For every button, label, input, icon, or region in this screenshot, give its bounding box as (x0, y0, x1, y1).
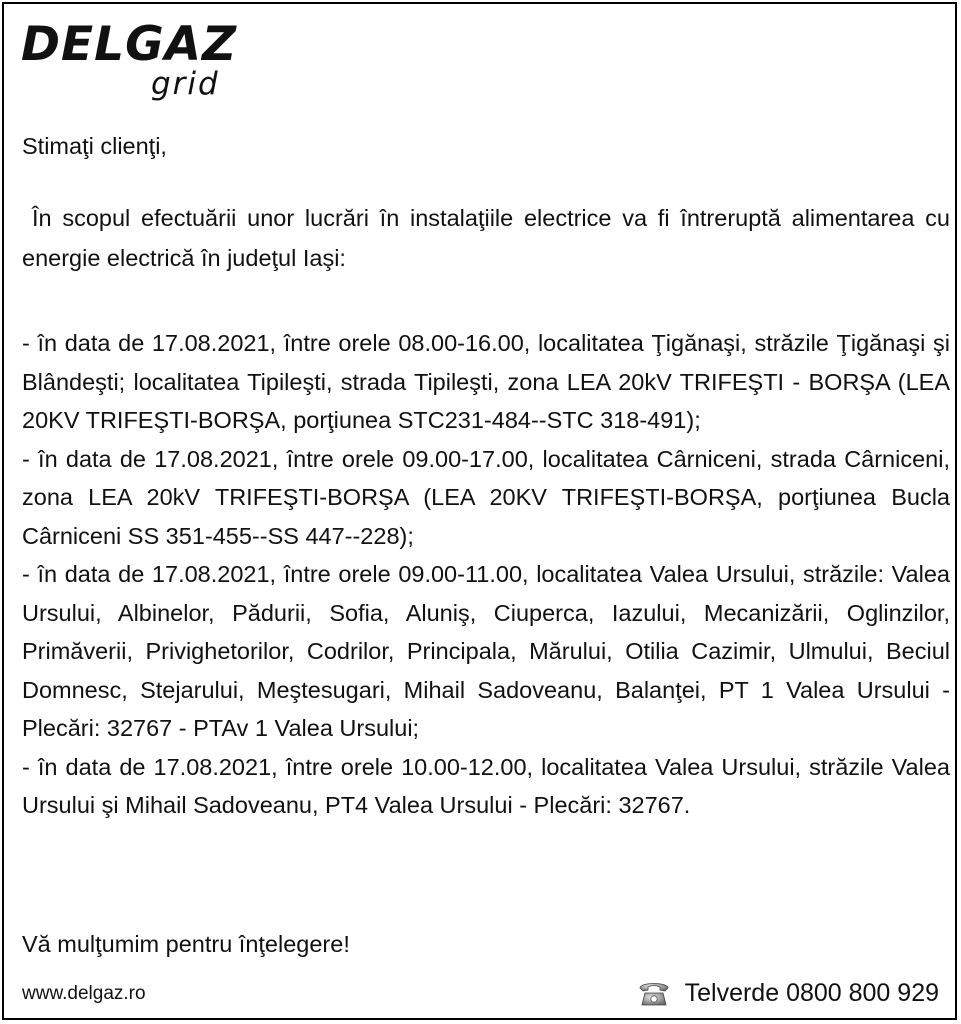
phone-number: Telverde 0800 800 929 (684, 978, 939, 1007)
delgaz-grid-logo (21, 17, 251, 102)
logo-sub: grid (151, 66, 220, 102)
outage-item: - în data de 17.08.2021, între orele 10.00-12.00, localitatea Valea Ursului, străzile Valea Ursului şi Mihail Sadoveanu, PT4 Valea Ursului - Plecări: 32767. (22, 753, 950, 818)
website-link[interactable]: www.delgaz.ro (22, 983, 146, 1004)
phone-contact (637, 978, 939, 1008)
outage-list (22, 324, 950, 825)
closing-line: Vă mulţumim pentru înţelegere! (22, 931, 350, 957)
intro-paragraph: În scopul efectuării unor lucrări în instalaţiile electrice va fi întreruptă alimentarea cu energie electrică în judeţul Iaşi: (22, 205, 950, 271)
telephone-icon (637, 978, 671, 1008)
outage-item: - în data de 17.08.2021, între orele 09.00-11.00, localitatea Valea Ursului, străzile: Valea Ursului, Albinelor, Pădurii, Sofia, Aluniş, Ciuperca, Iazului, Mecanizării, Oglinzilor, Primăverii, Privighetorilor, Codrilor, Principala, Mărului, Otilia Cazimir, Ulmului, Beciul Domnesc, Stejarului, Meştesugari, Mihail Sadoveanu, Balanţei, PT 1 Valea Ursului - Plecări: 32767 - PTAv 1 Valea Ursului; (22, 561, 950, 741)
outage-item: - în data de 17.08.2021, între orele 08.00-16.00, localitatea Ţigănaşi, străzile Ţigănaşi şi Blândeşti; localitatea Tipileşti, strada Tipileşti, zona LEA 20kV TRIFEŞTI - BORŞA (LEA 20KV TRIFEŞTI-BORŞA, porţiunea STC231-484--STC 318-491); (22, 330, 950, 433)
outage-item: - în data de 17.08.2021, între orele 09.00-17.00, localitatea Cârniceni, strada Cârniceni, zona LEA 20kV TRIFEŞTI-BORŞA (LEA 20KV TRIFEŞTI-BORŞA, porţiunea Bucla Cârniceni SS 351-455--SS 447--228); (22, 445, 950, 549)
notice-frame (2, 2, 957, 1020)
greeting: Stimaţi clienţi, (22, 133, 167, 159)
logo-brand: DELGAZ (21, 17, 238, 72)
